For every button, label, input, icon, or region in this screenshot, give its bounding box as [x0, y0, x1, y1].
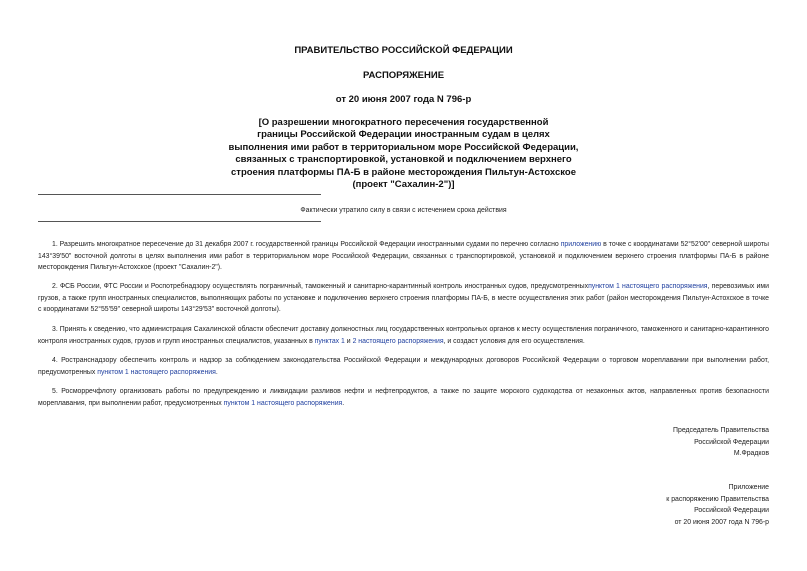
appendix-date: от 20 июня 2007 года N 796-р — [674, 518, 769, 526]
appendix-reference: к распоряжению Правительства — [666, 495, 769, 503]
clause-1-link[interactable]: пунктом 1 настоящего распоряжения — [223, 399, 343, 407]
signature-position: Председатель Правительства — [673, 427, 769, 434]
status-note: Фактически утратило силу в связи с истечением срока действия — [300, 207, 507, 214]
clause-1-link[interactable]: пунктах 1 — [314, 337, 345, 345]
title-line: (проект "Сахалин-2")] — [352, 179, 455, 191]
document-title — [0, 117, 807, 191]
signature-block — [673, 425, 769, 460]
divider-top — [38, 194, 321, 195]
signature-name: М.Фрадков — [733, 450, 769, 458]
paragraph-5 — [38, 386, 769, 409]
clause-1-link[interactable]: пунктом 1 настоящего распоряжения — [97, 368, 216, 376]
document-date-number: от 20 июня 2007 года N 796-р — [335, 94, 472, 105]
title-line: выполнения ими работ в территориальном море Российской Федерации, — [228, 141, 579, 153]
appendix-reference: Российской Федерации — [694, 507, 769, 515]
paragraph-text: , перевозимых ими грузов, а также групп иностранных специалистов, выполняющих работы по установке и подключению верхнего строения платформы ПА-Б, в месте осуществления этих работ (район месторождения Пильтун-Астохское в точке с координатами 52°55'59" северной широты 143°29'53" восточной долготы). — [38, 283, 769, 313]
paragraph-text: 4. Ространснадзору обеспечить контроль и надзор за соблюдением законодательства Российской Федерации и международных договоров Российской Федерации о торговом мореплавании при выполнении работ, предусмотренных — [38, 357, 769, 376]
signature-position: Российской Федерации — [694, 438, 769, 446]
paragraph-1 — [38, 239, 769, 274]
paragraph-text: , и создаст условия для его осуществления. — [443, 337, 585, 345]
clause-1-link[interactable]: пунктом 1 настоящего распоряжения — [588, 283, 708, 290]
divider-bottom — [38, 221, 321, 222]
paragraph-text: 3. Принять к сведению, что администрация Сахалинской области обеспечит доставку должностных лиц государственных контрольных органов к месту осуществления пограничного, таможенного и санитарно-карантинного контроля иностранных судов, грузов и групп иностранных специалистов, указанных в — [38, 326, 769, 345]
title-line: связанных с транспортировкой, установкой и подключением верхнего — [235, 154, 572, 166]
title-line: границы Российской Федерации иностранным судам в целях — [257, 129, 550, 141]
paragraph-text: 1. Разрешить многократное пересечение до 31 декабря 2007 г. государственной границы Российской Федерации иностранными судами по перечню согласно — [52, 241, 561, 248]
appendix-link[interactable]: приложению — [560, 241, 602, 248]
appendix-heading: Приложение — [728, 484, 769, 491]
paragraph-text: . — [342, 399, 345, 407]
title-line: [О разрешении многократного пересечения государственной — [258, 117, 549, 128]
document-type-heading: РАСПОРЯЖЕНИЕ — [362, 70, 445, 81]
government-heading: ПРАВИТЕЛЬСТВО РОССИЙСКОЙ ФЕДЕРАЦИИ — [294, 45, 513, 56]
paragraph-text: 2. ФСБ России, ФТС России и Роспотребнадзору осуществлять пограничный, таможенный и санитарно-карантинный контроль иностранных судов, предусмотренных — [52, 283, 589, 290]
paragraph-4 — [38, 355, 769, 378]
paragraph-text: в точке с координатами 52°52'00" северной широты 143°39'50" восточной долготы в целях выполнения ими работ в территориальном море Российской Федерации, связанных с транспортировкой, установкой и подключением верхнего строения платформы ПА-Б в районе месторождения Пильтун-Астохское (проект "Сахалин-2"). — [38, 241, 769, 271]
paragraph-3 — [38, 324, 769, 347]
clause-2-link[interactable]: 2 настоящего распоряжения — [352, 337, 444, 345]
appendix-block — [666, 482, 769, 528]
title-line: строения платформы ПА-Б в районе месторождения Пильтун-Астохское — [231, 166, 576, 178]
paragraph-text: и — [344, 337, 353, 345]
paragraph-2 — [38, 281, 769, 316]
paragraph-text: . — [215, 368, 218, 376]
paragraph-text: 5. Росморречфлоту организовать работы по предупреждению и ликвидации разливов нефти и нефтепродуктов, а также по защите морского судоходства от незаконных актов, направленных против безопасности мореплавания, при выполнении работ, предусмотренных — [38, 388, 769, 407]
